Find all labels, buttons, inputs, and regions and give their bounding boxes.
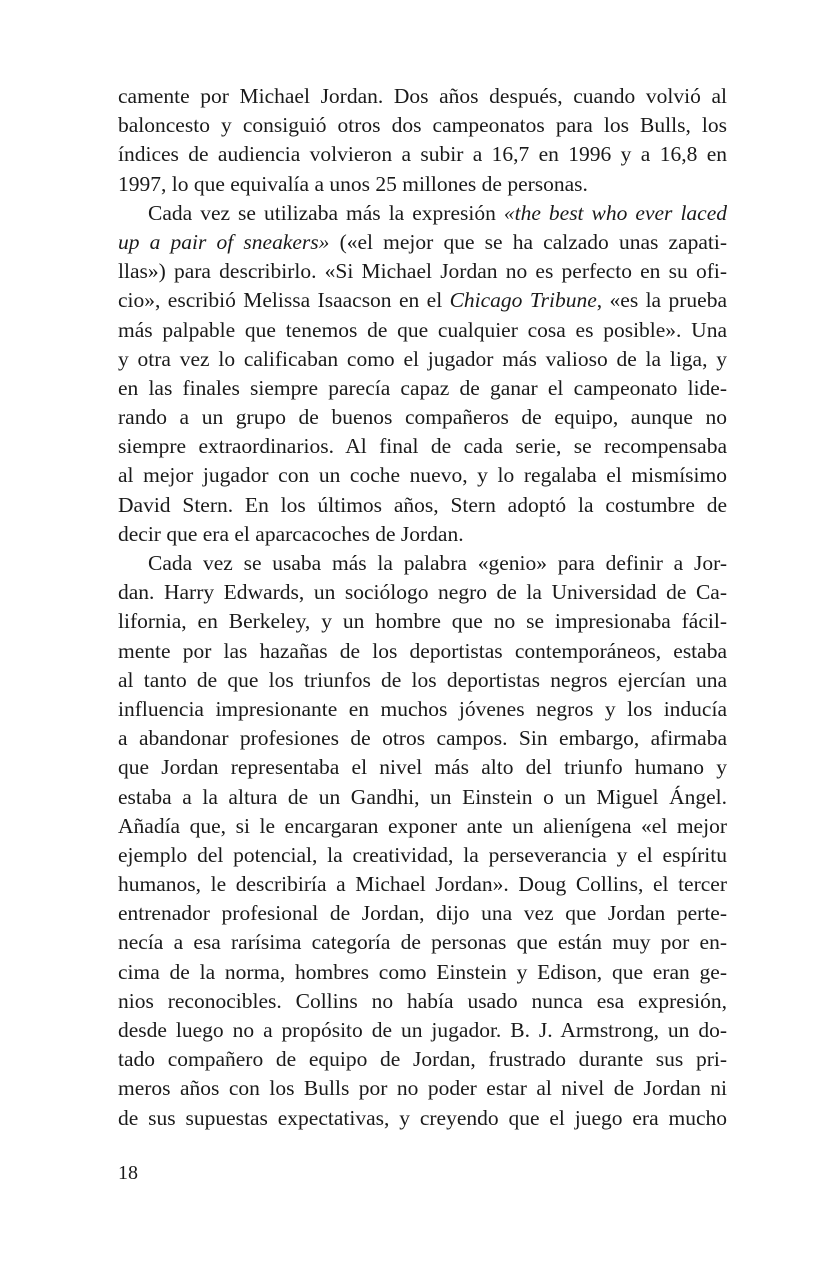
text-line: a abandonar profesiones de otros campos. Sin embargo, afirmaba <box>118 726 727 751</box>
text-line: baloncesto y consiguió otros dos campeonatos para los Bulls, los <box>118 113 727 138</box>
text-line: en las finales siempre parecía capaz de ganar el campeonato lide- <box>118 375 727 400</box>
paragraph <box>118 199 727 549</box>
text-line: de sus supuestas expectativas, y creyendo que el juego era mucho <box>118 1105 727 1130</box>
text-line: y otra vez lo calificaban como el jugador más valioso de la liga, y <box>118 346 727 371</box>
text-line: camente por Michael Jordan. Dos años después, cuando volvió al <box>118 84 727 108</box>
text-line: tado compañero de equipo de Jordan, frustrado durante sus pri- <box>118 1047 727 1072</box>
text-line: cio», escribió Melissa Isaacson en el Chicago Tribune, «es la prueba <box>118 288 728 313</box>
text-line: estaba a la altura de un Gandhi, un Einstein o un Miguel Ángel. <box>118 784 727 809</box>
text-line: David Stern. En los últimos años, Stern adoptó la costumbre de <box>118 492 727 517</box>
text-line: nios reconocibles. Collins no había usado nunca esa expresión, <box>118 988 727 1013</box>
text-line: cima de la norma, hombres como Einstein y Edison, que eran ge- <box>118 959 727 984</box>
text-line: ejemplo del potencial, la creatividad, la perseverancia y el espíritu <box>118 842 727 867</box>
text-line: 1997, lo que equivalía a unos 25 millones de personas. <box>118 171 588 196</box>
body-text <box>118 82 727 1133</box>
text-line: decir que era el aparcacoches de Jordan. <box>118 521 464 546</box>
text-line: dan. Harry Edwards, un sociólogo negro de la Universidad de Ca- <box>118 580 727 605</box>
text-line: up a pair of sneakers» («el mejor que se ha calzado unas zapati- <box>118 229 728 254</box>
text-line: mente por las hazañas de los deportistas contemporáneos, estaba <box>118 638 727 663</box>
paragraph <box>118 82 727 199</box>
text-line: que Jordan representaba el nivel más alto del triunfo humano y <box>118 755 727 780</box>
text-line: meros años con los Bulls por no poder estar al nivel de Jordan ni <box>118 1076 727 1101</box>
text-line: entrenador profesional de Jordan, dijo una vez que Jordan perte- <box>118 901 727 926</box>
text-line: lifornia, en Berkeley, y un hombre que no se impresionaba fácil- <box>118 609 727 634</box>
text-line: al tanto de que los triunfos de los deportistas negros ejercían una <box>118 667 727 692</box>
text-line: Añadía que, si le encargaran exponer ante un alienígena «el mejor <box>118 813 727 838</box>
quote-english: up a pair of sneakers» <box>118 229 330 254</box>
quote-english: «the best who ever laced <box>503 200 727 225</box>
publication-title: Chicago Tribune <box>449 288 597 313</box>
text-line: más palpable que tenemos de que cualquier cosa es posible». Una <box>118 317 727 342</box>
text-line: llas») para describirlo. «Si Michael Jordan no es perfecto en su ofi- <box>118 259 727 284</box>
text-line: desde luego no a propósito de un jugador. B. J. Armstrong, un do- <box>118 1018 727 1042</box>
text-line: Cada vez se usaba más la palabra «genio» para definir a Jor- <box>148 551 727 575</box>
page-number: 18 <box>118 1162 138 1184</box>
text-line: influencia impresionante en muchos jóvenes negros y los inducía <box>118 696 727 721</box>
text-line: humanos, le describiría a Michael Jordan». Doug Collins, el tercer <box>118 872 727 897</box>
paragraph <box>118 549 727 1133</box>
text-line: necía a esa rarísima categoría de personas que están muy por en- <box>118 930 727 955</box>
text-line: Cada vez se utilizaba más la expresión «the best who ever laced <box>148 200 727 225</box>
text-line: siempre extraordinarios. Al final de cada serie, se recompensaba <box>118 434 727 459</box>
text-line: índices de audiencia volvieron a subir a 16,7 en 1996 y a 16,8 en <box>118 142 727 167</box>
text-line: rando a un grupo de buenos compañeros de equipo, aunque no <box>118 405 727 430</box>
text-line: al mejor jugador con un coche nuevo, y lo regalaba el mismísimo <box>118 463 727 488</box>
